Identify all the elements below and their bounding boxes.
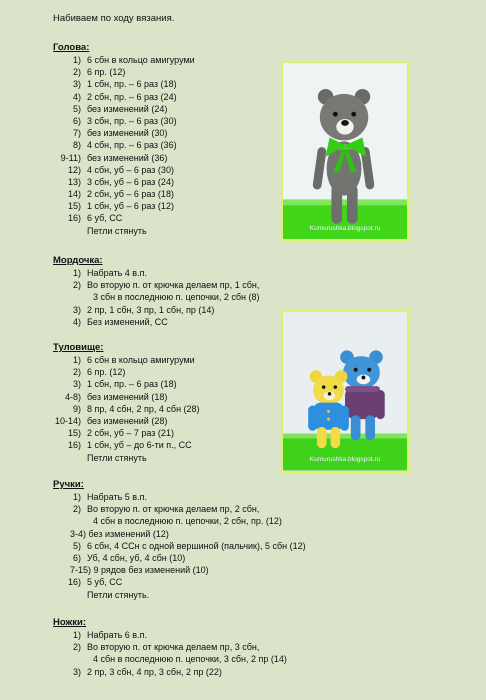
head-row-text: 4 сбн, уб – 6 раз (30) [87, 164, 174, 175]
head-row-text: 6 уб, СС [87, 213, 123, 224]
head-row-12 [53, 188, 195, 200]
head-row-3 [53, 78, 195, 90]
body-row-number: 3) [72, 379, 81, 390]
intro-text: Набиваем по ходу вязания. [53, 13, 175, 24]
legs-row-2: 2) Во вторую п. от крючка делаем пр, 3 сбн, [72, 642, 260, 653]
photo-two-bears [281, 310, 409, 473]
body-row-number: 10-14) [54, 415, 81, 426]
body-row-text: без изменений (18) [87, 391, 168, 402]
head-row-number: 4) [72, 91, 81, 102]
body-row-6 [53, 415, 200, 427]
body-row-number: 9) [72, 403, 81, 414]
section-muzzle [53, 254, 259, 328]
head-row-text: 6 пр. (12) [87, 67, 126, 78]
head-row-text: 2 сбн, пр. – 6 раз (24) [87, 91, 177, 102]
head-row-14 [53, 212, 195, 224]
muzzle-row-3: 3) 2 пр, 1 сбн, 3 пр, 1 сбн, пр (14) [72, 304, 215, 315]
head-row-text: 3 сбн, уб – 6 раз (24) [87, 176, 174, 187]
muzzle-row-1: 1) Набрать 4 в.п. [72, 268, 147, 278]
head-row-number: 9-11) [60, 152, 81, 163]
muzzle-row-4: 4) Без изменений, СС [72, 316, 168, 327]
section-title-legs: Ножки: [53, 617, 87, 628]
body-row-8 [53, 439, 200, 451]
body-row-text: 8 пр, 4 сбн, 2 пр, 4 сбн (28) [87, 403, 200, 414]
head-row-number: 7) [72, 128, 81, 139]
head-row-number: 13) [67, 176, 81, 187]
body-row-1 [53, 354, 200, 366]
head-row-6 [53, 115, 195, 127]
head-row-text: 1 сбн, уб – 6 раз (12) [87, 201, 174, 212]
head-row-7 [53, 127, 195, 139]
body-row-2 [53, 366, 200, 378]
body-row-number: 15) [67, 428, 81, 439]
body-row-7 [53, 427, 200, 439]
head-row-number: 12) [67, 164, 81, 175]
arms-row-3-4: 3-4) без изменений (12) [70, 528, 169, 539]
body-row-text: 6 пр. (12) [87, 367, 126, 378]
body-row-text: 2 сбн, уб – 7 раз (21) [87, 428, 174, 439]
section-title-muzzle: Мордочка: [53, 255, 103, 266]
head-row-text: 2 сбн, уб – 6 раз (18) [87, 189, 174, 200]
head-row-10 [53, 164, 195, 176]
section-head [53, 41, 195, 237]
legs-row-3: 3) 2 пр, 3 сбн, 4 пр, 3 сбн, 2 пр (22) [72, 666, 222, 677]
head-row-number: 8) [72, 140, 81, 151]
head-row-text: без изменений (30) [87, 128, 168, 139]
section-title-body: Туловище: [53, 342, 104, 353]
body-row-3 [53, 378, 200, 390]
section-body [53, 341, 200, 464]
body-end: Петли стянуть [87, 452, 147, 463]
arms-row-2: 2) Во вторую п. от крючка делаем пр, 2 сбн, [72, 504, 260, 515]
photo2-caption: Kumurushka.blogspot.ru [309, 456, 381, 463]
head-row-5 [53, 103, 195, 115]
head-row-9 [53, 152, 195, 164]
body-row-number: 4-8) [64, 391, 81, 402]
arms-row-6: 6) Уб, 4 сбн, уб, 4 сбн (10) [72, 552, 186, 563]
legs-row-2-cont: 4 сбн в последнюю п. цепочки, 3 сбн, 2 пр (14) [93, 654, 287, 665]
legs-row-1: 1) Набрать 6 в.п. [72, 630, 147, 640]
head-rows [53, 54, 195, 225]
head-row-number: 2) [72, 67, 81, 78]
head-row-number: 14) [67, 189, 81, 200]
head-row-number: 16) [67, 213, 81, 224]
body-rows [53, 354, 200, 452]
head-row-1 [53, 54, 195, 66]
head-row-text: 4 сбн, пр. – 6 раз (36) [87, 140, 177, 151]
head-row-number: 15) [67, 201, 81, 212]
body-row-number: 16) [67, 440, 81, 451]
grey-bear-illustration [283, 63, 407, 240]
head-row-2 [53, 66, 195, 78]
head-row-text: 3 сбн, пр. – 6 раз (30) [87, 115, 177, 126]
head-row-text: без изменений (24) [87, 103, 168, 114]
head-row-13 [53, 200, 195, 212]
body-row-5 [53, 403, 200, 415]
body-row-text: 1 сбн, пр. – 6 раз (18) [87, 379, 177, 390]
head-end: Петли стянуть [87, 225, 147, 236]
head-row-number: 3) [72, 79, 81, 90]
body-row-text: 1 сбн, уб – до 6-ти п., СС [87, 440, 192, 451]
arms-row-7-15: 7-15) 9 рядов без изменений (10) [70, 565, 209, 576]
section-title-arms: Ручки: [53, 479, 84, 490]
body-row-text: 6 сбн в кольцо амигуруми [87, 355, 195, 365]
head-row-text: 1 сбн, пр. – 6 раз (18) [87, 79, 177, 90]
two-bears-illustration [283, 312, 407, 471]
body-row-number: 1) [72, 355, 81, 365]
arms-row-16: 16) 5 уб, СС [67, 577, 123, 588]
body-row-number: 2) [72, 367, 81, 378]
head-row-number: 6) [72, 115, 81, 126]
head-row-text: 6 сбн в кольцо амигуруми [87, 55, 195, 65]
section-legs [53, 616, 287, 678]
arms-row-2-cont: 4 сбн в последнюю п. цепочки, 2 сбн, пр. (12) [93, 516, 282, 527]
arms-row-1: 1) Набрать 5 в.п. [72, 492, 147, 502]
arms-end: Петли стянуть. [87, 589, 150, 600]
muzzle-row-2: 2) Во вторую п. от крючка делаем пр, 1 сбн, [72, 280, 260, 291]
photo-grey-bear [281, 61, 409, 242]
head-row-text: без изменений (36) [87, 152, 168, 163]
photo1-caption: Kumurushka.blogspot.ru [309, 225, 381, 232]
arms-row-5: 5) 6 сбн, 4 ССн с одной вершиной (пальчик), 5 сбн (12) [72, 540, 306, 551]
head-row-8 [53, 139, 195, 151]
head-row-11 [53, 176, 195, 188]
section-arms [53, 478, 306, 601]
head-row-number: 5) [72, 103, 81, 114]
section-title-head: Голова: [53, 42, 90, 53]
head-row-4 [53, 91, 195, 103]
body-row-4 [53, 391, 200, 403]
muzzle-row-2-cont: 3 сбн в последнюю п. цепочки, 2 сбн (8) [93, 292, 260, 303]
head-row-number: 1) [72, 55, 81, 65]
body-row-text: без изменений (28) [87, 415, 168, 426]
